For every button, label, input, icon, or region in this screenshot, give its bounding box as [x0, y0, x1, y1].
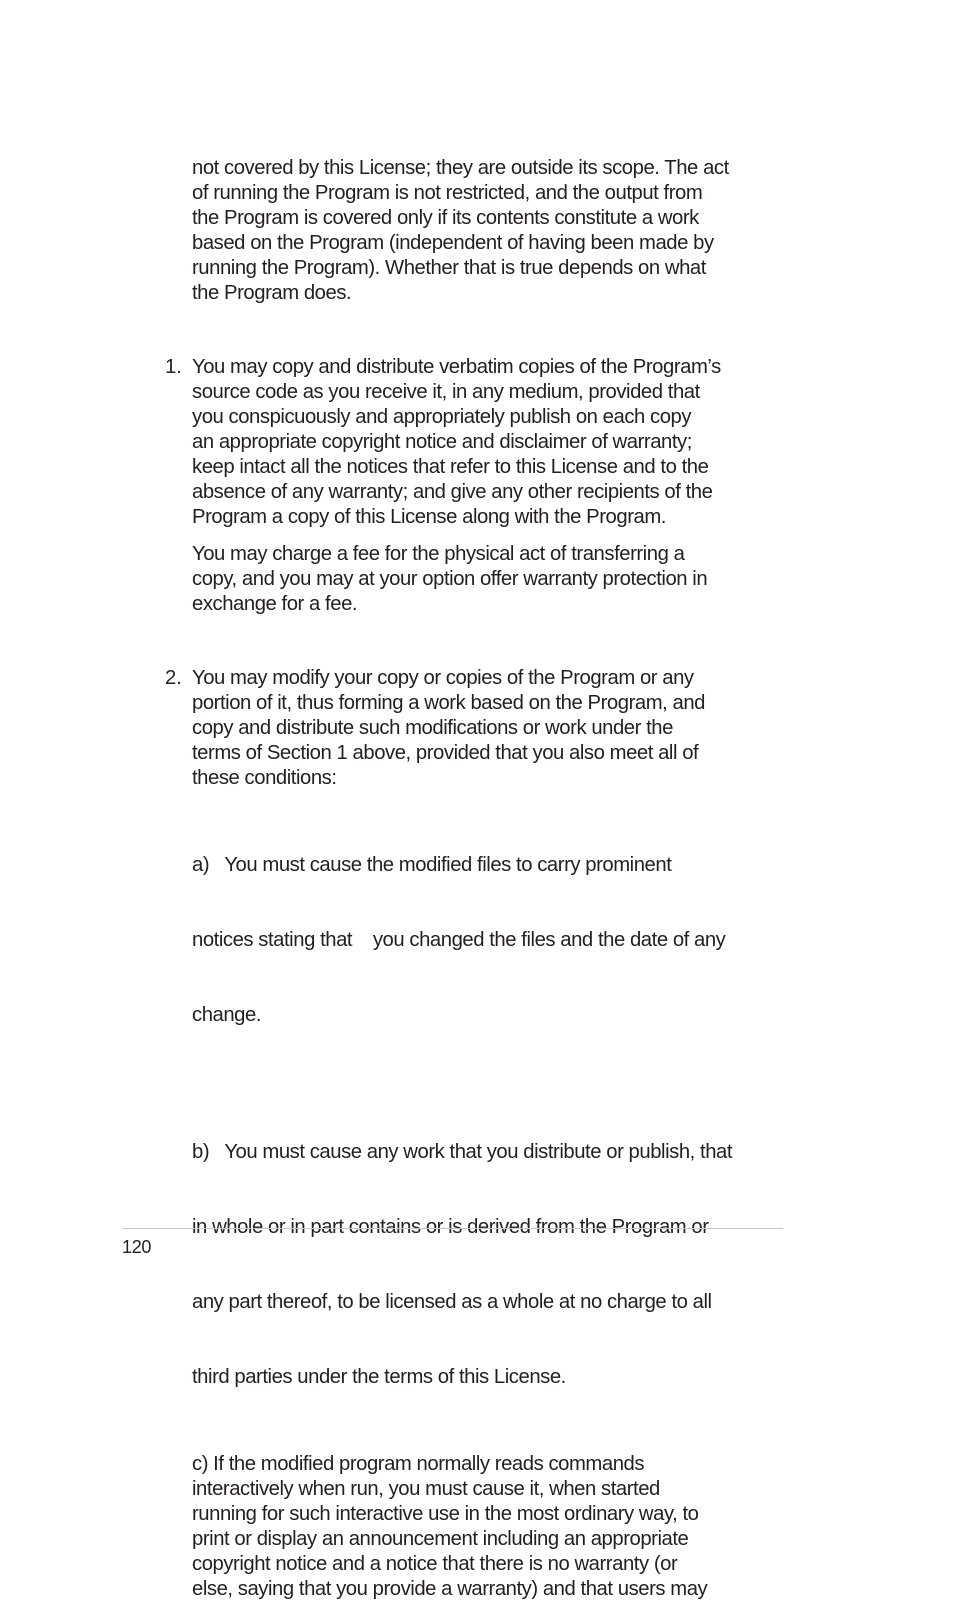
- text-line: Program a copy of this License along with the Program.: [192, 506, 666, 528]
- text-line: any part thereof, to be licensed as a whole at no charge to all: [192, 1291, 712, 1313]
- section-1-fee-paragraph: [192, 542, 792, 617]
- text-line: of running the Program is not restricted, and the output from: [192, 182, 703, 204]
- document-body: [165, 156, 792, 1602]
- text-line: running for such interactive use in the most ordinary way, to: [192, 1503, 699, 1525]
- text-line: keep intact all the notices that refer to this License and to the: [192, 456, 709, 478]
- text-line: copy, and you may at your option offer warranty protection in: [192, 568, 708, 590]
- text-line: copy and distribute such modifications or work under the: [192, 717, 673, 739]
- section-spacer: [192, 306, 792, 355]
- condition-c-paragraph: [192, 1452, 792, 1602]
- text-line: running the Program). Whether that is true depends on what: [192, 257, 706, 279]
- text-line: portion of it, thus forming a work based on the Program, and: [192, 692, 705, 714]
- section-2: [165, 666, 792, 791]
- text-line: the Program is covered only if its contents constitute a work: [192, 207, 699, 229]
- text-line: the Program does.: [192, 282, 352, 304]
- text-line: absence of any warranty; and give any other recipients of the: [192, 481, 713, 503]
- text-line: exchange for a fee.: [192, 593, 358, 615]
- section-spacer: [192, 617, 792, 666]
- paragraph-spacer: [192, 1440, 792, 1452]
- text-line: terms of Section 1 above, provided that you also meet all of: [192, 742, 699, 764]
- paragraph-spacer: [192, 530, 792, 542]
- text-line: You may charge a fee for the physical act of transferring a: [192, 543, 685, 565]
- text-line: c) If the modified program normally reads commands: [192, 1453, 645, 1475]
- text-line: you conspicuously and appropriately publish on each copy: [192, 406, 692, 428]
- text-line: else, saying that you provide a warranty) and that users may: [192, 1578, 708, 1600]
- continuation-paragraph: [192, 156, 792, 306]
- paragraph-spacer: [192, 791, 792, 803]
- footer-divider: [122, 1228, 783, 1229]
- section-number: 2.: [165, 667, 182, 689]
- text-line: based on the Program (independent of having been made by: [192, 232, 714, 254]
- section-number: 1.: [165, 356, 182, 378]
- text-line: b) You must cause any work that you distribute or publish, that: [192, 1141, 733, 1163]
- text-line: print or display an announcement including an appropriate: [192, 1528, 689, 1550]
- text-line: You may modify your copy or copies of the Program or any: [192, 667, 694, 689]
- condition-b-paragraph: [192, 1090, 792, 1440]
- page-number: 120: [122, 1237, 152, 1257]
- text-line: copyright notice and a notice that there is no warranty (or: [192, 1553, 678, 1575]
- text-line: not covered by this License; they are outside its scope. The act: [192, 157, 729, 179]
- section-1-paragraph: [192, 355, 792, 530]
- text-line: You may copy and distribute verbatim copies of the Program’s: [192, 356, 721, 378]
- section-1: [165, 355, 792, 530]
- text-line: notices stating that you changed the files and the date of any: [192, 929, 726, 951]
- text-line: in whole or in part contains or is derived from the Program or: [192, 1216, 709, 1238]
- text-line: change.: [192, 1004, 262, 1026]
- text-line: these conditions:: [192, 767, 337, 789]
- text-line: source code as you receive it, in any medium, provided that: [192, 381, 700, 403]
- text-line: interactively when run, you must cause it, when started: [192, 1478, 660, 1500]
- paragraph-spacer: [192, 1078, 792, 1090]
- text-line: a) You must cause the modified files to carry prominent: [192, 854, 672, 876]
- section-2-paragraph: [192, 666, 792, 791]
- text-line: an appropriate copyright notice and disclaimer of warranty;: [192, 431, 692, 453]
- text-line: third parties under the terms of this License.: [192, 1366, 566, 1388]
- condition-a-paragraph: [192, 803, 792, 1078]
